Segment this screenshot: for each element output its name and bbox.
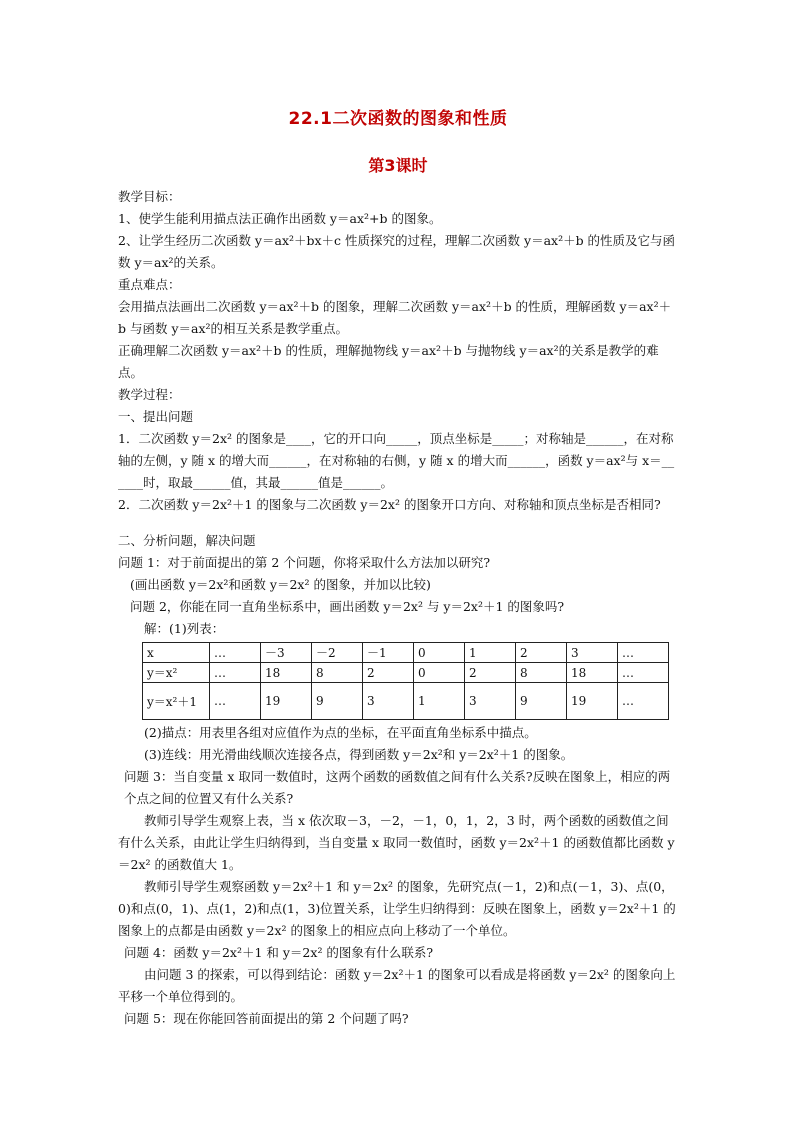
table-cell: y＝x² xyxy=(143,663,210,683)
question-fill-1: 1．二次函数 y＝2x² 的图象是____，它的开口向_____，顶点坐标是_____；对称轴是______，在对称轴的左侧，y 随 x 的增大而______，在对称轴的右侧，y 随 x 的增大而______，函数 y＝ax²与 x＝______时，取最______值，其最______值是______。 xyxy=(118,431,675,490)
table-cell: 0 xyxy=(414,643,465,663)
heading-key-points: 重点难点： xyxy=(118,277,181,292)
value-table xyxy=(142,642,669,720)
table-cell: 18 xyxy=(567,663,618,683)
problem-3-discussion-2: 教师引导学生观察函数 y＝2x²＋1 和 y＝2x² 的图象，先研究点(－1，2)和点(－1，3)、点(0，0)和点(0，1)、点(1，2)和点(1，3)位置关系，让学生归纳得到：反映在图象上，函数 y＝2x²＋1 的图象上的点都是由函数 y＝2x² 的图象上的相应点向上移动了一个单位。 xyxy=(118,879,676,938)
problem-4-conclusion: 由问题 3 的探索，可以得到结论：函数 y＝2x²＋1 的图象可以看成是将函数 y＝2x² 的图象向上平移一个单位得到的。 xyxy=(118,967,676,1004)
step-connect-points: (3)连线：用光滑曲线顺次连接各点，得到函数 y＝2x²和 y＝2x²＋1 的图象。 xyxy=(144,747,574,762)
table-cell: … xyxy=(210,663,261,683)
table-cell: y＝x²＋1 xyxy=(143,683,210,720)
table-row-y1 xyxy=(143,663,669,683)
table-cell: 18 xyxy=(261,663,312,683)
table-cell: 1 xyxy=(465,643,516,663)
difficulty: 正确理解二次函数 y＝ax²＋b 的性质，理解抛物线 y＝ax²＋b 与抛物线 y＝ax²的关系是教学的难点。 xyxy=(118,343,659,380)
table-row-x xyxy=(143,643,669,663)
key-point: 会用描点法画出二次函数 y＝ax²＋b 的图象，理解二次函数 y＝ax²＋b 的性质，理解函数 y＝ax²＋b 与函数 y＝ax²的相互关系是教学重点。 xyxy=(118,299,672,336)
document-subtitle: 第3课时 xyxy=(368,156,428,175)
table-cell: 3 xyxy=(465,683,516,720)
table-cell: 9 xyxy=(312,683,363,720)
problem-1-answer: (画出函数 y＝2x²和函数 y＝2x² 的图象，并加以比较) xyxy=(130,577,431,592)
table-cell: 8 xyxy=(312,663,363,683)
table-cell: 3 xyxy=(363,683,414,720)
table-cell: 2 xyxy=(516,643,567,663)
table-cell: 9 xyxy=(516,683,567,720)
table-cell: … xyxy=(618,643,669,663)
question-fill-2: 2．二次函数 y＝2x²＋1 的图象与二次函数 y＝2x² 的图象开口方向、对称轴和顶点坐标是否相同? xyxy=(118,497,661,512)
table-cell: 3 xyxy=(567,643,618,663)
table-cell: 0 xyxy=(414,663,465,683)
table-cell: … xyxy=(618,683,669,720)
table-cell: … xyxy=(210,683,261,720)
problem-2: 问题 2，你能在同一直角坐标系中，画出函数 y＝2x² 与 y＝2x²＋1 的图象吗? xyxy=(130,599,565,614)
table-cell: … xyxy=(618,663,669,683)
objective-2: 2、让学生经历二次函数 y＝ax²＋bx＋c 性质探究的过程，理解二次函数 y＝ax²＋b 的性质及它与函数 y＝ax²的关系。 xyxy=(118,233,676,270)
section-1-heading: 一、提出问题 xyxy=(118,409,194,424)
problem-3-discussion-1: 教师引导学生观察上表，当 x 依次取－3，－2，－1，0，1，2，3 时，两个函数的函数值之间有什么关系，由此让学生归纳得到，当自变量 x 取同一数值时，函数 y＝2x²＋1 的函数值都比函数 y＝2x² 的函数值大 1。 xyxy=(118,813,675,872)
document-title: 22.1二次函数的图象和性质 xyxy=(288,109,508,129)
table-cell: 19 xyxy=(567,683,618,720)
table-row-y2 xyxy=(143,683,669,720)
document-page xyxy=(118,104,678,1030)
problem-3: 问题 3：当自变量 x 取同一数值时，这两个函数的函数值之间有什么关系?反映在图象上，相应的两个点之间的位置又有什么关系? xyxy=(124,769,671,806)
step-plot-points: (2)描点：用表里各组对应值作为点的坐标，在平面直角坐标系中描点。 xyxy=(144,725,537,740)
table-cell: 8 xyxy=(516,663,567,683)
table-cell: 19 xyxy=(261,683,312,720)
table-cell: x xyxy=(143,643,210,663)
objective-1: 1、使学生能利用描点法正确作出函数 y＝ax²+b 的图象。 xyxy=(118,211,442,226)
table-cell: 2 xyxy=(465,663,516,683)
problem-5: 问题 5：现在你能回答前面提出的第 2 个问题了吗? xyxy=(124,1011,409,1026)
section-2-heading: 二、分析问题，解决问题 xyxy=(118,533,256,548)
problem-4: 问题 4：函数 y＝2x²＋1 和 y＝2x² 的图象有什么联系? xyxy=(124,945,434,960)
solution-label: 解：(1)列表： xyxy=(144,621,225,636)
heading-process: 教学过程： xyxy=(118,387,181,402)
heading-objectives: 教学目标： xyxy=(118,189,181,204)
table-cell: －2 xyxy=(312,643,363,663)
table-cell: … xyxy=(210,643,261,663)
table-cell: 2 xyxy=(363,663,414,683)
table-cell: 1 xyxy=(414,683,465,720)
table-cell: －1 xyxy=(363,643,414,663)
problem-1: 问题 1：对于前面提出的第 2 个问题，你将采取什么方法加以研究? xyxy=(118,555,491,570)
table-cell: －3 xyxy=(261,643,312,663)
